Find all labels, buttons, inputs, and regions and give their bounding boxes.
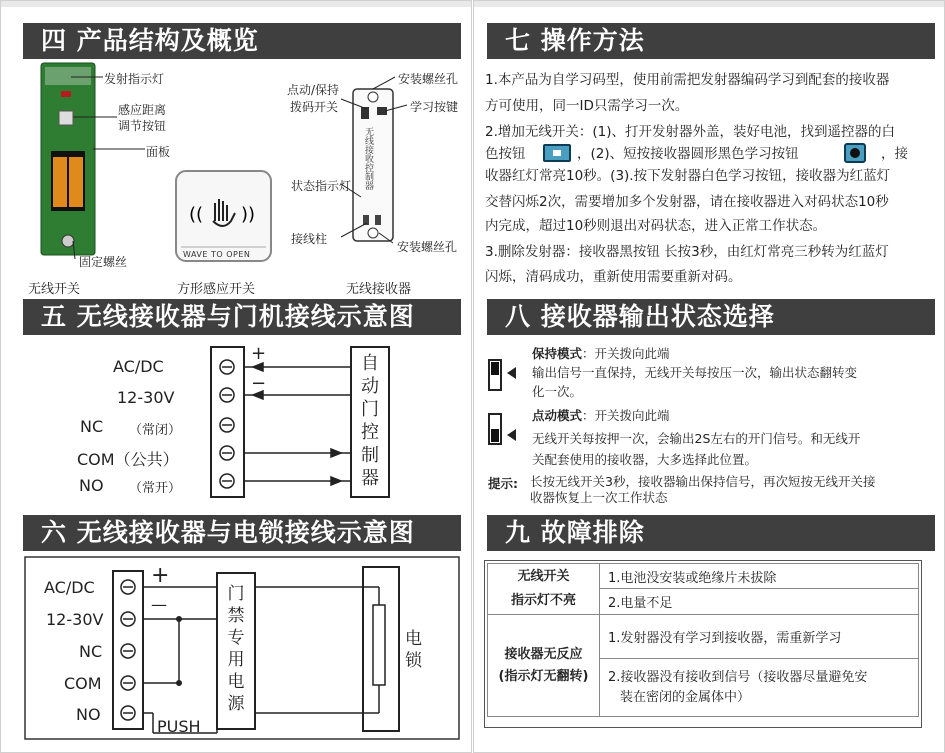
sec5-term-voltage: 12-30V [117,388,175,407]
sec6-term-no: NO [76,705,101,724]
power-char: 禁 [227,606,245,626]
sec5-minus: − [251,373,267,394]
tip-label: 提示: [488,476,518,491]
label-learn-key: 学习按键 [410,100,459,114]
power-char: 源 [227,694,245,714]
fault-value: 2.电量不足 [600,589,919,615]
sec7-line-4a: 色按钮 [485,146,526,162]
sec9-title: 九 故障排除 [487,515,935,551]
label-tx-led: 发射指示灯 [104,72,165,86]
label-install-bottom: 安装螺丝孔 [397,240,458,254]
jog-mode-tail: ：开关拨向此端 [582,408,670,423]
label-screw: 固定螺丝 [79,255,128,269]
sec8-title: 八 接收器输出状态选择 [487,299,935,335]
fault-key-2-line-1: 接收器无反应 [504,646,583,662]
sec7-title: 七 操作方法 [487,23,935,59]
fault-value-line-1: 2.接收器没有接收到信号（接收器尽量避免安 [608,669,868,685]
lock-char: 电 [405,629,422,649]
svg-text:((: (( [189,204,204,225]
fault-key-2-line-2: (指示灯无翻转) [498,668,589,684]
fault-table [487,563,919,717]
sec6-push: PUSH [157,717,201,736]
receiver-print: 无线接收控制器 [363,127,373,190]
power-char: 门 [227,584,245,604]
arrow-left-icon [507,429,516,441]
sec6-term-nc: NC [79,642,103,661]
sec7-line-8: 3.删除发射器：接收器黑按钮 长按3秒，由红灯常亮三秒转为红蓝灯 [485,244,889,260]
sec6-term-com: COM [64,674,102,693]
caption-sensor-switch: 方形感应开关 [177,282,256,297]
label-sense-1: 感应距离 [118,103,167,117]
fault-value-line-2: 装在密闭的金属体中） [620,689,751,705]
controller-char: 制 [361,445,379,466]
sensor-caption: WAVE TO OPEN [183,250,251,259]
controller-char: 门 [361,399,379,420]
label-panel: 面板 [146,145,171,159]
sec7-line-4b: ，(2)、短按接收器圆形黑色学习按钮 [577,146,799,162]
sec5-title: 五 无线接收器与门机接线示意图 [23,299,461,335]
sec7-line-4c: ，接 [881,146,908,162]
hold-desc-1: 输出信号一直保持，无线开关每按压一次，输出状态翻转变 [532,365,858,380]
sec5-term-com: COM（公共） [77,450,179,469]
fault-value: 1.发射器没有学习到接收器，需重新学习 [600,615,919,659]
left-page [0,0,472,753]
sec4-title: 四 产品结构及概览 [23,23,461,59]
fault-key-1-line-1: 无线开关 [517,569,570,584]
arrow-left-icon [507,367,516,379]
sec7-line-9: 闪烁，清码成功，重新使用需要重新对码。 [485,269,742,285]
sec5-term-no: NO [79,476,104,495]
jog-switch-icon [488,413,502,445]
jog-mode-label: 点动模式 [532,408,583,423]
power-char: 专 [227,628,245,648]
sec5-term-acdc: AC/DC [113,357,164,376]
fault-key-1 [488,564,600,615]
sec5-plus: + [251,343,267,364]
fault-value: 1.电池没安装或绝缘片未拔除 [600,564,919,589]
label-sense-2: 调节按钮 [118,119,167,133]
controller-char: 器 [361,468,379,489]
sec6-term-voltage: 12-30V [46,610,104,629]
tip-line-2: 收器恢复上一次工作状态 [530,490,668,505]
label-dial-1: 点动/保持 [287,83,340,97]
sec6-minus: — [151,595,167,614]
fault-key-2 [488,615,600,717]
controller-char: 动 [361,376,379,397]
power-char: 用 [227,650,245,670]
sec7-line-6: 交替闪烁2次，需要增加多个发射器，请在接收器进入对码状态10秒 [485,194,889,210]
hold-desc-2: 化一次。 [532,384,583,399]
power-char: 电 [227,672,245,692]
sec7-line-7: 内完成，超过10秒则退出对码状态，进入正常工作状态。 [485,218,827,234]
right-page [473,0,945,753]
fault-key-1-line-2: 指示灯不亮 [510,593,576,608]
sec6-plus: + [151,563,170,588]
sec7-line-5: 收器红灯常亮10秒。(3).按下发射器白色学习按钮，接收器为红蓝灯 [485,168,891,184]
sec6-power-supply [217,583,255,715]
caption-receiver: 无线接收器 [346,282,412,297]
sec6-title: 六 无线接收器与电锁接线示意图 [23,515,461,551]
fault-value-multiline [600,659,919,717]
jog-mode-heading [532,406,670,425]
sec5-term-nc: NC [80,417,104,436]
black-round-button-icon [844,143,866,163]
hold-mode-label: 保持模式 [532,346,583,361]
lock-char: 锁 [405,651,422,671]
jog-desc-1: 无线开关每按押一次，会输出2S左右的开门信号。和无线开 [532,431,861,446]
svg-text:)): )) [241,204,256,225]
caption-wireless-switch: 无线开关 [28,282,81,297]
controller-char: 自 [361,353,379,374]
hold-switch-icon [488,359,502,391]
tip-line-1: 长按无线开关3秒，接收器输出保持信号，再次短按无线开关接 [530,474,876,489]
hold-mode-tail: ：开关拨向此端 [582,346,670,361]
sec7-line-1: 1.本产品为自学习码型，使用前需把发射器编码学习到配套的接收器 [485,72,890,88]
label-status-led: 状态指示灯 [291,179,352,193]
sec7-line-3: 2.增加无线开关：(1)、打开发射器外盖，装好电池，找到遥控器的白 [485,124,896,140]
controller-char: 控 [361,422,379,443]
sec7-line-2: 方可使用，同一ID只需学习一次。 [485,98,689,114]
hold-mode-heading [532,344,670,363]
top-strip [474,1,944,7]
sec6-lock [405,628,422,672]
sec6-term-acdc: AC/DC [44,578,95,597]
label-terminal: 接线柱 [291,232,328,246]
label-dial-2: 拨码开关 [290,100,339,114]
jog-desc-2: 关配套使用的接收器，大多选择此位置。 [532,452,758,467]
white-button-icon [543,144,571,162]
sec5-nc-note: （常闭） [129,423,182,438]
label-install-top: 安装螺丝孔 [398,72,459,86]
sec5-no-note: （常开） [129,481,182,496]
